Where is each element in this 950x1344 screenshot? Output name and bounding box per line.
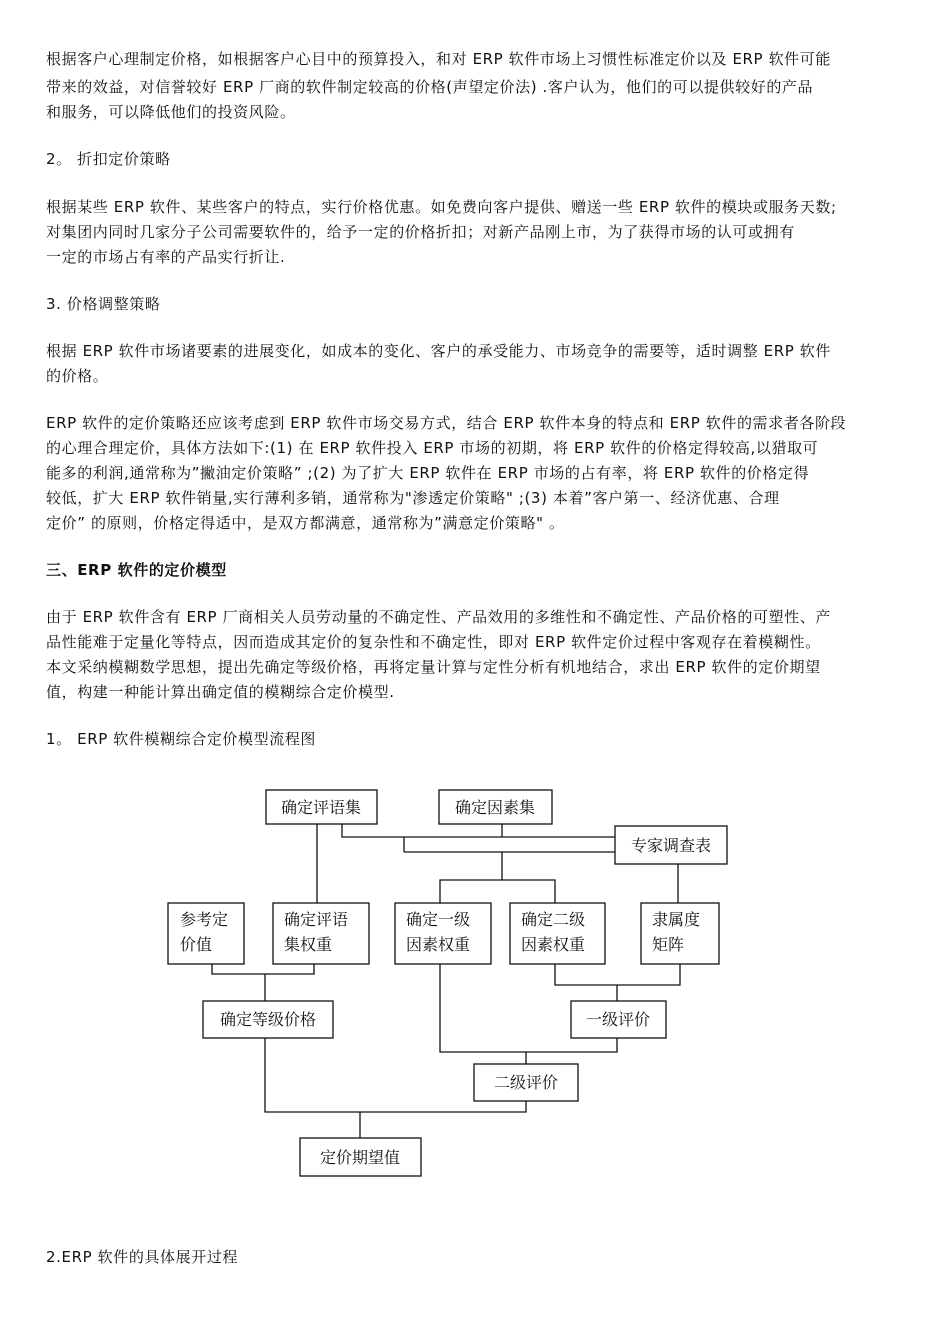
subheading-price-adjustment: 3. 价格调整策略: [46, 295, 161, 313]
evaluation-weight-box: [273, 903, 369, 964]
paragraph-line: 本文采纳模糊数学思想，提出先确定等级价格，再将定量计算与定性分析有机地结合，求出 ERP 软件的定价期望: [46, 658, 821, 676]
grade-price-box: [203, 1001, 333, 1038]
paragraph-line: 的价格。: [46, 367, 109, 385]
pricing-model-flowchart: [0, 760, 950, 1200]
expert-survey-box: [615, 826, 727, 864]
grade-price-label: 确定等级价格: [219, 1010, 317, 1029]
expert-survey-label: 专家调查表: [630, 836, 712, 855]
paragraph-line: 带来的效益，对信誉较好 ERP 厂商的软件制定较高的价格(声望定价法) .客户认为，他们的可以提供较好的产品: [46, 78, 814, 96]
expected-price-box: [300, 1138, 421, 1176]
flowchart-connectors: [212, 824, 680, 1138]
membership-matrix-label-line2: 矩阵: [652, 935, 685, 954]
paragraph-line: 值，构建一种能计算出确定值的模糊综合定价模型.: [46, 683, 395, 701]
evaluation-set-box: [266, 790, 377, 824]
membership-matrix-label-line1: 隶属度: [652, 910, 701, 929]
paragraph-line: ERP 软件的定价策略还应该考虑到 ERP 软件市场交易方式，结合 ERP 软件本身的特点和 ERP 软件的需求者各阶段: [46, 414, 847, 432]
level1-evaluation-label: 一级评价: [585, 1010, 651, 1029]
factor-set-label: 确定因素集: [454, 798, 536, 817]
subheading-discount-pricing: 2。 折扣定价策略: [46, 150, 171, 168]
paragraph-line: 根据某些 ERP 软件、某些客户的特点，实行价格优惠。如免费向客户提供、赠送一些 ERP 软件的模块或服务天数;: [46, 198, 837, 216]
evaluation-weight-label-line2: 集权重: [284, 935, 333, 954]
paragraph-line: 根据客户心理制定价格，如根据客户心目中的预算投入，和对 ERP 软件市场上习惯性标准定价以及 ERP 软件可能: [46, 50, 831, 68]
level2-weight-box: [510, 903, 605, 964]
level1-evaluation-box: [571, 1001, 666, 1038]
paragraph-line: 较低，扩大 ERP 软件销量,实行薄利多销，通常称为"渗透定价策略" ;(3) 本着”客户第一、经济优惠、合理: [46, 489, 780, 507]
paragraph-line: 的心理合理定价，具体方法如下:(1) 在 ERP 软件投入 ERP 市场的初期，将 ERP 软件的价格定得较高,以猎取可: [46, 439, 819, 457]
reference-price-label-line2: 价值: [180, 935, 213, 954]
paragraph-line: 根据 ERP 软件市场诸要素的进展变化，如成本的变化、客户的承受能力、市场竞争的需要等，适时调整 ERP 软件: [46, 342, 831, 360]
level2-evaluation-box: [474, 1064, 578, 1101]
expected-price-label: 定价期望值: [319, 1148, 401, 1167]
paragraph-line: 定价” 的原则，价格定得适中，是双方都满意，通常称为”满意定价策略" 。: [46, 514, 565, 532]
factor-set-box: [439, 790, 552, 824]
level2-weight-label-line1: 确定二级: [521, 910, 586, 929]
paragraph-line: 能多的利润,通常称为”撇油定价策略” ;(2) 为了扩大 ERP 软件在 ERP 市场的占有率，将 ERP 软件的价格定得: [46, 464, 810, 482]
level2-evaluation-label: 二级评价: [493, 1073, 559, 1092]
reference-price-label-line1: 参考定: [180, 910, 229, 929]
subheading-next-section: 2.ERP 软件的具体展开过程: [46, 1248, 239, 1266]
level1-weight-box: [395, 903, 491, 964]
level1-weight-label-line1: 确定一级: [406, 910, 471, 929]
reference-price-box: [168, 903, 244, 964]
paragraph-line: 和服务，可以降低他们的投资风险。: [46, 103, 296, 121]
subheading-flowchart: 1。 ERP 软件模糊综合定价模型流程图: [46, 730, 317, 748]
paragraph-line: 由于 ERP 软件含有 ERP 厂商相关人员劳动量的不确定性、产品效用的多维性和不确定性、产品价格的可塑性、产: [46, 608, 831, 626]
evaluation-set-label: 确定评语集: [280, 798, 362, 817]
level2-weight-label-line2: 因素权重: [521, 935, 586, 954]
paragraph-line: 品性能难于定量化等特点，因而造成其定价的复杂性和不确定性，即对 ERP 软件定价过程中客观存在着模糊性。: [46, 633, 821, 651]
level1-weight-label-line2: 因素权重: [406, 935, 471, 954]
section-heading: 三、ERP 软件的定价模型: [46, 561, 227, 579]
paragraph-line: 对集团内同时几家分子公司需要软件的，给予一定的价格折扣；对新产品刚上市，为了获得市场的认可或拥有: [46, 223, 795, 241]
paragraph-line: 一定的市场占有率的产品实行折让.: [46, 248, 286, 266]
evaluation-weight-label-line1: 确定评语: [284, 910, 349, 929]
membership-matrix-box: [641, 903, 719, 964]
